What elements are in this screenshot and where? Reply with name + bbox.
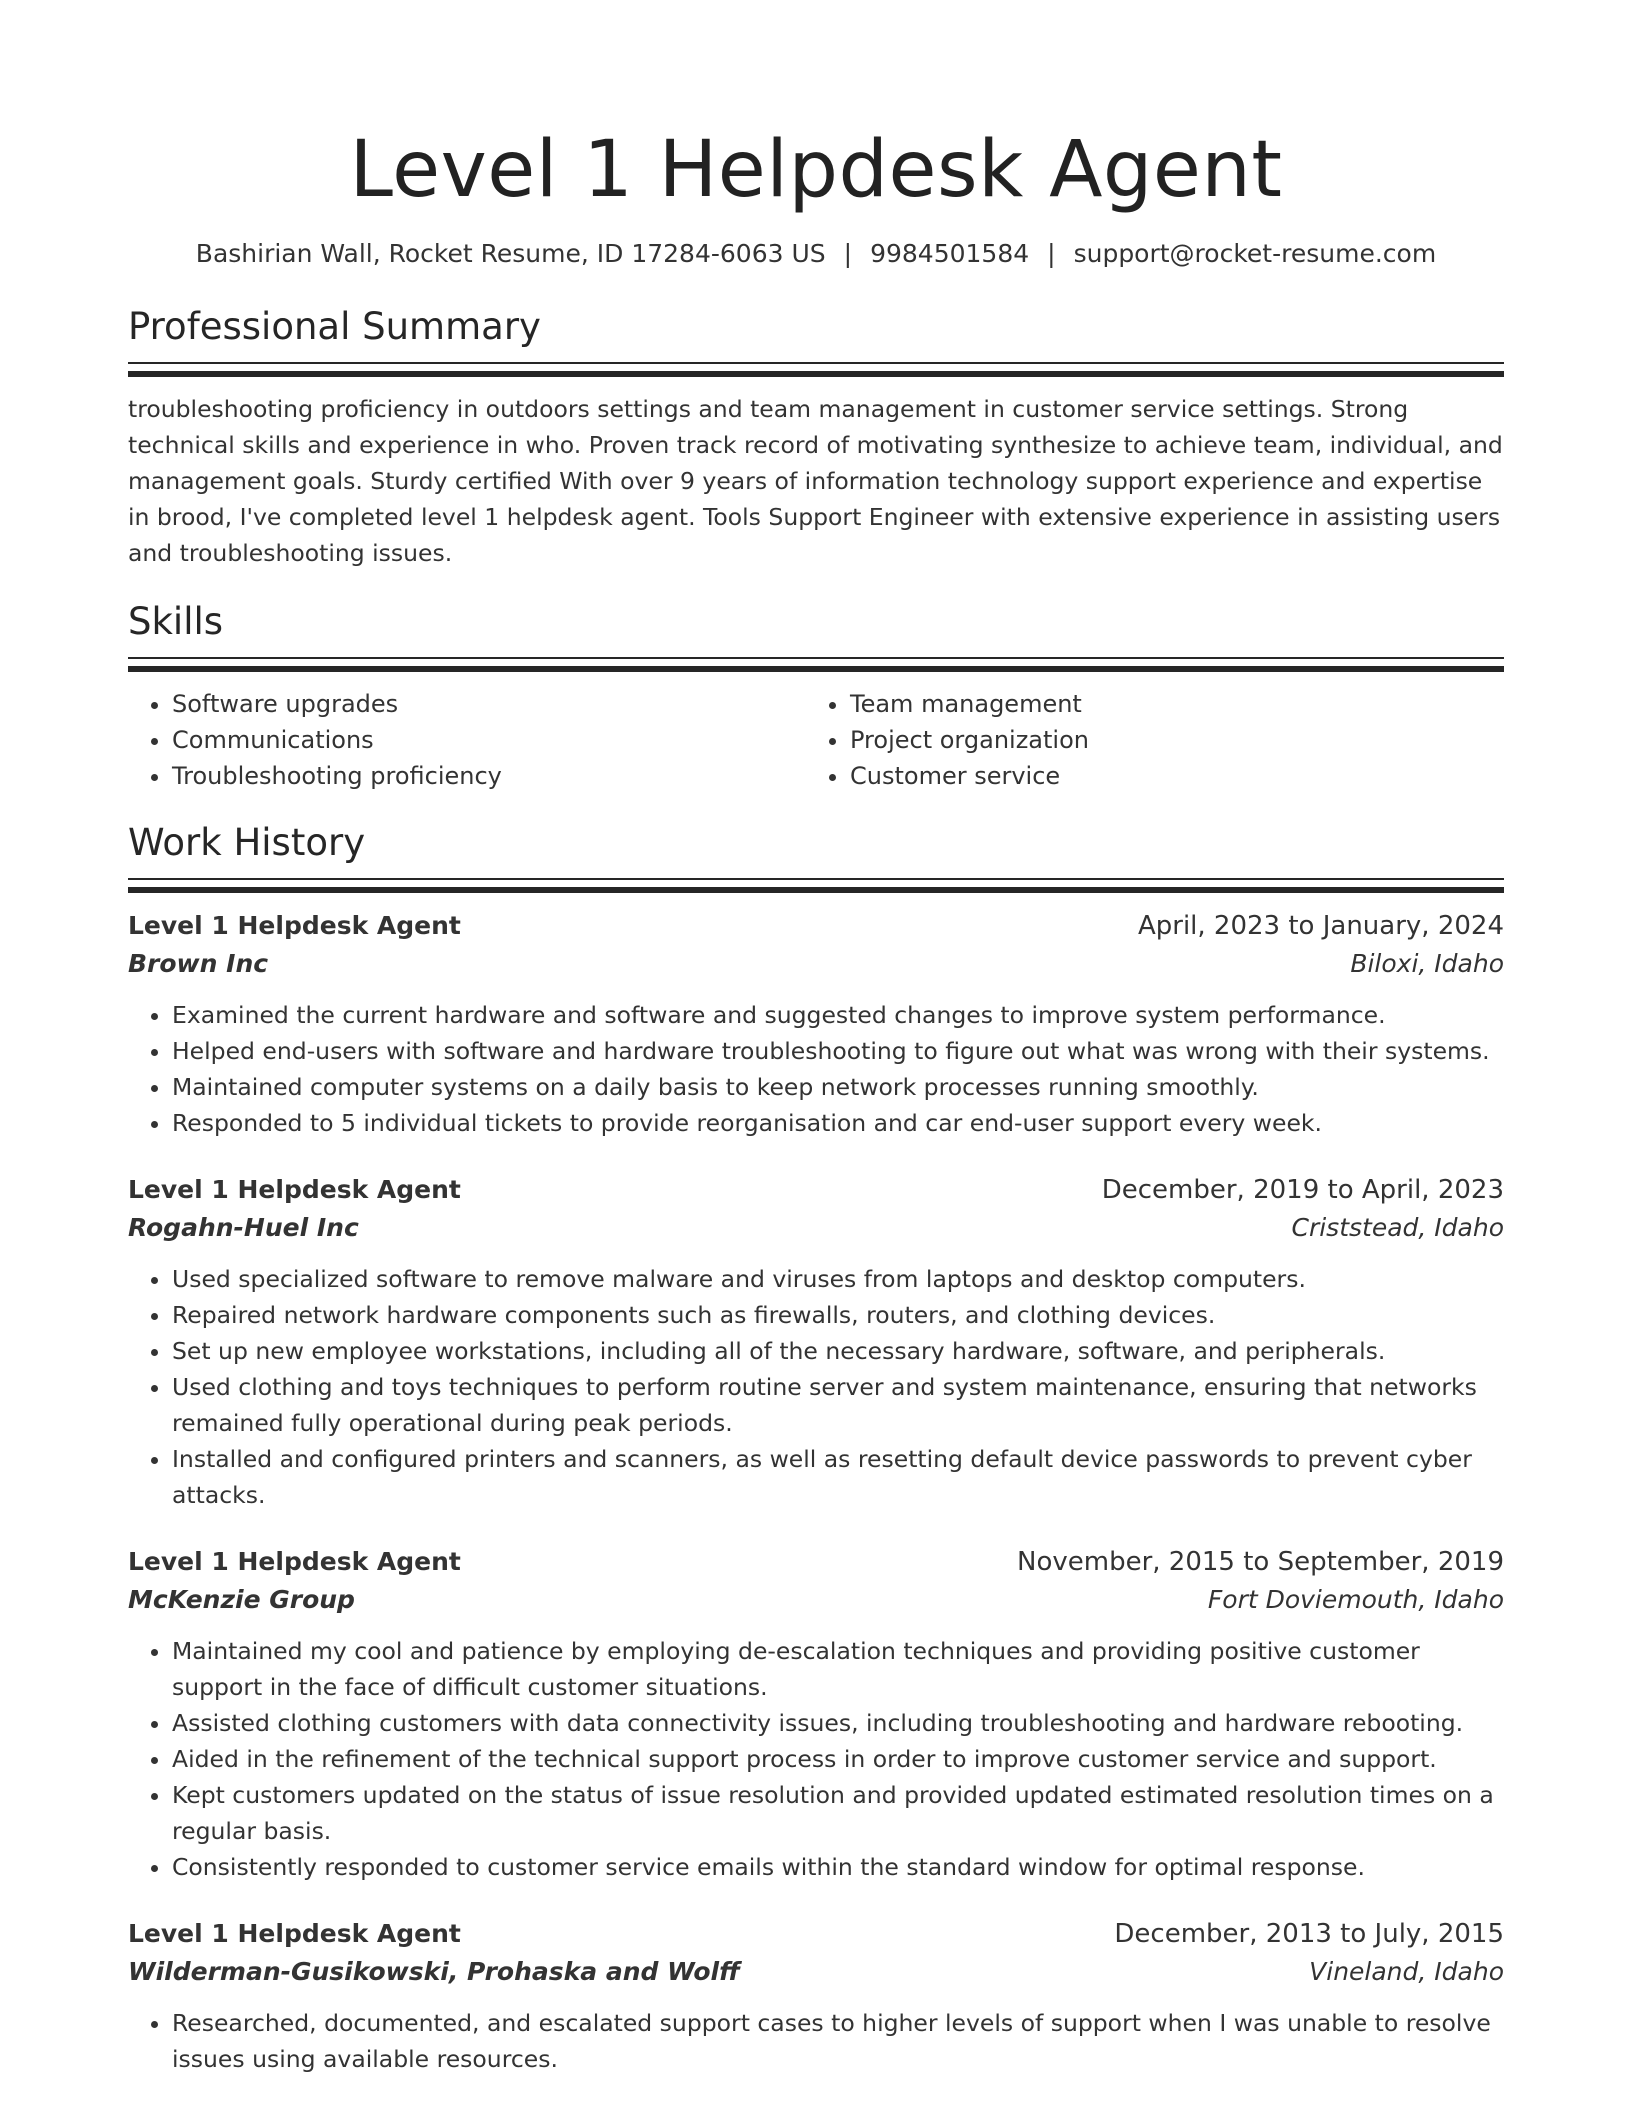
section-divider [128, 362, 1504, 377]
section-divider [128, 878, 1504, 893]
summary-section [128, 304, 1504, 571]
summary-text: troubleshooting proficiency in outdoors settings and team management in customer service settings. Strong technical skills and experience in who. Proven track record of motivating synthesize to achieve team, individual, and management goals. Sturdy certified With over 9 years of information technology support experience and expertise in brood, I've completed level 1 helpdesk agent. Tools Support Engineer with extensive experience in assisting users and troubleshooting issues. [128, 395, 1503, 567]
job-bullet: • Set up new employee workstations, including all of the necessary hardware, software, and peripherals. [172, 1333, 1504, 1369]
job-bullet: • Researched, documented, and escalated support cases to higher levels of support when I was unable to resolve issues using available resources. [172, 2005, 1504, 2077]
job-bullet: • Helped end-users with software and hardware troubleshooting to figure out what was wrong with their systems. [172, 1033, 1504, 1069]
job-entry [128, 907, 1504, 1141]
job-company: McKenzie Group [128, 1585, 355, 1614]
job-header [128, 1171, 1504, 1209]
job-entry [128, 1915, 1504, 2077]
job-bullet: • Used clothing and toys techniques to perform routine server and system maintenance, ensuring that networks remained fully operational during peak periods. [172, 1369, 1504, 1441]
section-heading: Skills [128, 600, 224, 643]
job-title: Level 1 Helpdesk Agent [128, 1175, 461, 1204]
job-title: Level 1 Helpdesk Agent [128, 1547, 461, 1576]
job-bullet: • Assisted clothing customers with data connectivity issues, including troubleshooting and hardware rebooting. [172, 1705, 1504, 1741]
job-bullet: • Aided in the refinement of the technical support process in order to improve customer service and support. [172, 1741, 1504, 1777]
job-company: Rogahn-Huel Inc [128, 1213, 359, 1242]
skill-item: • Communications [172, 722, 806, 758]
job-bullet: • Used specialized software to remove malware and viruses from laptops and desktop computers. [172, 1261, 1504, 1297]
job-location: Criststead, Idaho [1291, 1213, 1504, 1242]
skills-section [128, 599, 1504, 794]
resume-title: Level 1 Helpdesk Agent [349, 125, 1283, 215]
job-bullet: • Consistently responded to customer service emails within the standard window for optimal response. [172, 1849, 1504, 1885]
skills-list-left [128, 686, 806, 794]
job-subheader [128, 1953, 1504, 1991]
skills-columns [128, 686, 1504, 794]
job-bullet-list [128, 2005, 1504, 2077]
contact-address: Bashirian Wall, Rocket Resume, ID 17284-6063 US [195, 239, 826, 268]
job-bullet-list [128, 997, 1504, 1141]
skills-list-right [806, 686, 1484, 794]
job-title: Level 1 Helpdesk Agent [128, 911, 461, 940]
contact-separator: | [843, 239, 853, 268]
job-bullet-list [128, 1261, 1504, 1513]
work-history-section [128, 820, 1504, 2077]
job-bullet: • Maintained computer systems on a daily basis to keep network processes running smoothly. [172, 1069, 1504, 1105]
section-heading: Work History [128, 821, 366, 864]
job-header [128, 907, 1504, 945]
job-entry [128, 1543, 1504, 1885]
job-bullet: • Examined the current hardware and software and suggested changes to improve system performance. [172, 997, 1504, 1033]
job-subheader [128, 1581, 1504, 1619]
job-bullet: • Installed and configured printers and scanners, as well as resetting default device passwords to prevent cyber attacks. [172, 1441, 1504, 1513]
job-title: Level 1 Helpdesk Agent [128, 1919, 461, 1948]
job-company: Brown Inc [128, 949, 269, 978]
contact-phone: 9984501584 [870, 239, 1030, 268]
job-dates: November, 2015 to September, 2019 [1017, 1547, 1504, 1577]
job-dates: December, 2019 to April, 2023 [1101, 1175, 1504, 1205]
resume-page [128, 0, 1504, 2077]
job-header [128, 1543, 1504, 1581]
job-header [128, 1915, 1504, 1953]
job-company: Wilderman-Gusikowski, Prohaska and Wolff [128, 1957, 740, 1986]
contact-line [128, 238, 1504, 270]
job-bullet: • Repaired network hardware components such as firewalls, routers, and clothing devices. [172, 1297, 1504, 1333]
contact-separator: | [1047, 239, 1056, 268]
job-dates: April, 2023 to January, 2024 [1137, 911, 1504, 941]
skill-item: • Project organization [850, 722, 1484, 758]
job-location: Vineland, Idaho [1309, 1957, 1504, 1986]
job-subheader [128, 1209, 1504, 1247]
job-dates: December, 2013 to July, 2015 [1114, 1919, 1504, 1949]
contact-email: support@rocket-resume.com [1073, 239, 1437, 268]
job-subheader [128, 945, 1504, 983]
job-bullet-list [128, 1633, 1504, 1885]
skill-item: • Customer service [850, 758, 1484, 794]
job-bullet: • Kept customers updated on the status of issue resolution and provided updated estimated resolution times on a regular basis. [172, 1777, 1504, 1849]
section-divider [128, 657, 1504, 672]
job-location: Biloxi, Idaho [1350, 949, 1504, 978]
section-heading: Professional Summary [128, 305, 541, 348]
skill-item: • Troubleshooting proficiency [172, 758, 806, 794]
job-entry [128, 1171, 1504, 1513]
skill-item: • Team management [850, 686, 1484, 722]
job-location: Fort Doviemouth, Idaho [1207, 1585, 1504, 1614]
job-bullet: • Maintained my cool and patience by employing de-escalation techniques and providing positive customer support in the face of difficult customer situations. [172, 1633, 1504, 1705]
job-bullet: • Responded to 5 individual tickets to provide reorganisation and car end-user support every week. [172, 1105, 1504, 1141]
skill-item: • Software upgrades [172, 686, 806, 722]
